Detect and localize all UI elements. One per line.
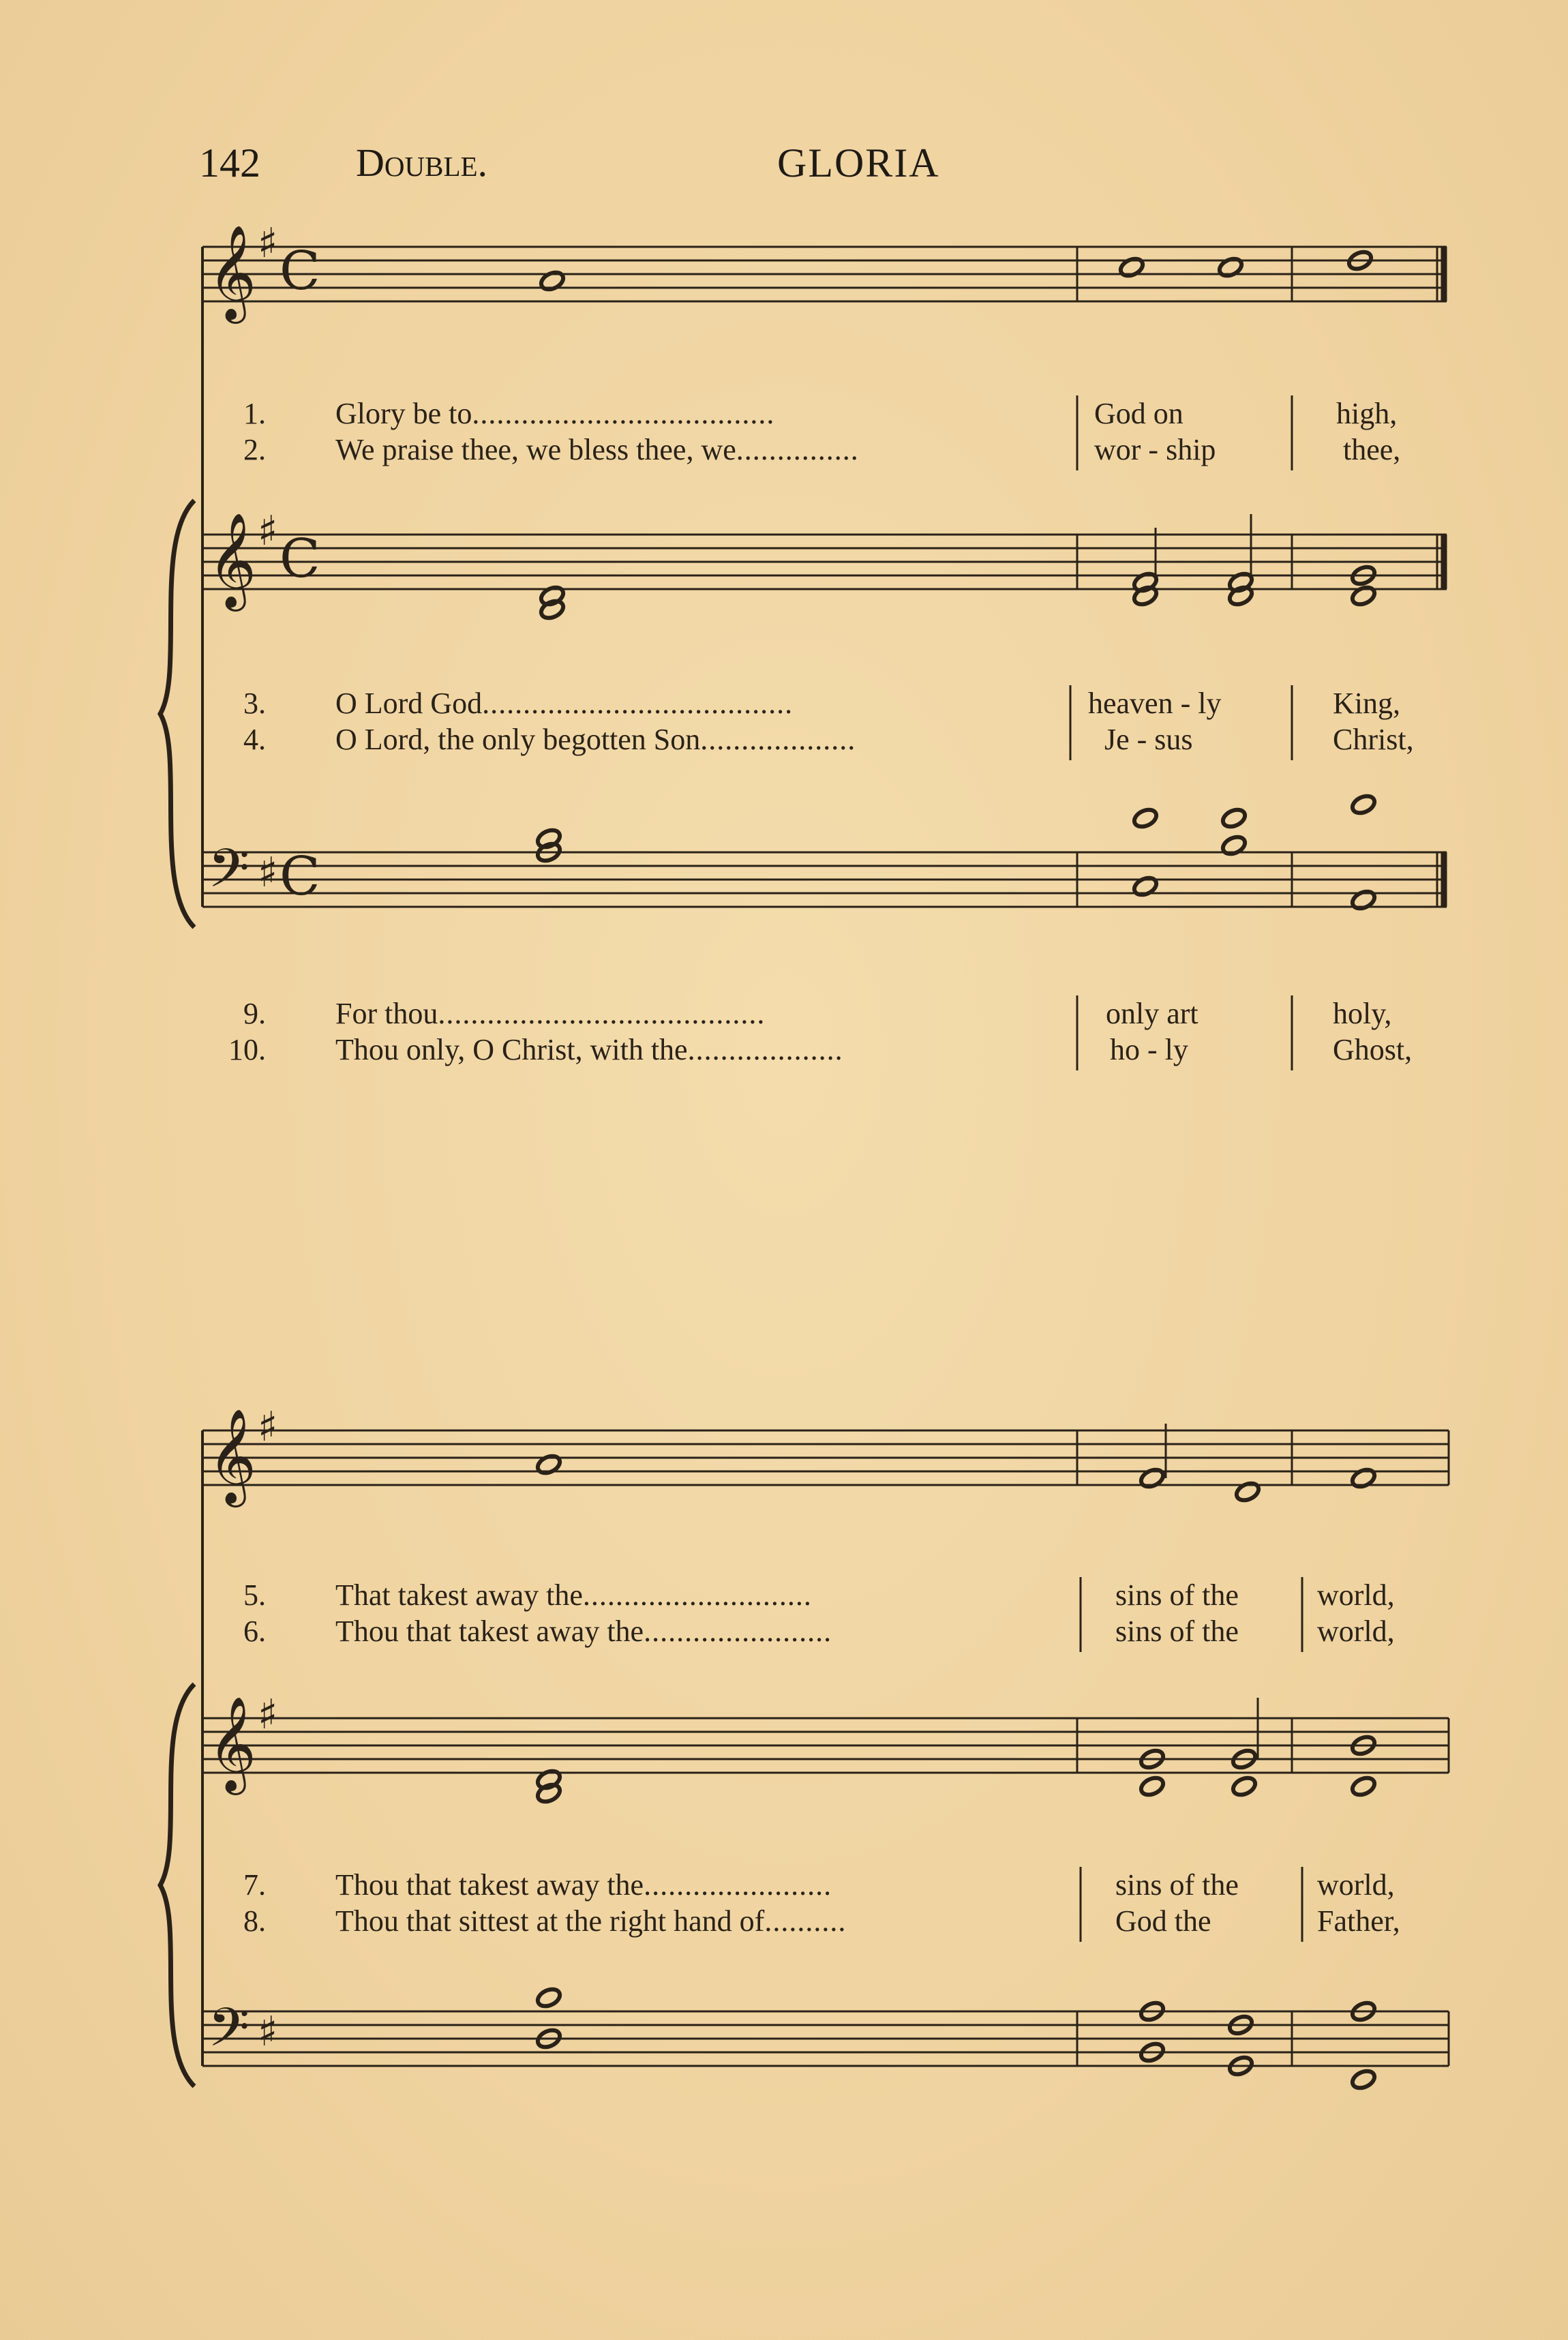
section-label: Double. xyxy=(356,140,488,185)
brace xyxy=(160,500,194,927)
half-note xyxy=(535,1986,562,2009)
page-title: GLORIA xyxy=(777,140,940,185)
half-note xyxy=(1234,1480,1261,1503)
verse-text: We praise thee, we bless thee, we............... xyxy=(335,433,859,466)
half-note xyxy=(1139,1467,1166,1490)
half-note xyxy=(1132,807,1159,830)
verse-number: 3. xyxy=(243,687,266,720)
treble-clef-icon: 𝄞 xyxy=(208,1696,256,1791)
half-note xyxy=(1220,834,1248,857)
verse-measure-1: sins of the xyxy=(1115,1868,1239,1902)
verse-text: Thou only, O Christ, with the................... xyxy=(335,1033,843,1066)
half-note xyxy=(1350,1775,1377,1798)
half-note xyxy=(1350,2068,1377,2091)
verse-measure-2: world, xyxy=(1317,1615,1395,1648)
brace xyxy=(160,1684,194,2086)
common-time-icon: C xyxy=(280,241,320,302)
treble-clef-icon: 𝄞 xyxy=(208,513,256,608)
verse-text: O Lord God...................................... xyxy=(335,687,794,720)
verse-measure-1: God the xyxy=(1115,1904,1211,1938)
verse-measure-2: Christ, xyxy=(1333,723,1414,756)
verse-number: 5. xyxy=(243,1578,266,1612)
sharp-icon: ♯ xyxy=(258,507,278,555)
half-note xyxy=(1231,1775,1258,1798)
verse-text: For thou........................................ xyxy=(335,997,766,1030)
half-note xyxy=(1139,1775,1166,1798)
verse-measure-1: heaven - ly xyxy=(1088,687,1222,720)
verse-text: Thou that takest away the....................... xyxy=(335,1868,832,1902)
treble-clef-icon: 𝄞 xyxy=(208,225,256,320)
verse-measure-2: world, xyxy=(1317,1868,1395,1902)
verse-number: 10. xyxy=(228,1033,266,1066)
half-note xyxy=(1350,584,1377,608)
common-time-icon: C xyxy=(280,528,320,590)
verse-number: 9. xyxy=(243,997,266,1030)
verse-text: Thou that sittest at the right hand of.......... xyxy=(335,1904,847,1938)
verse-measure-2: holy, xyxy=(1333,997,1392,1030)
sharp-icon: ♯ xyxy=(258,2008,278,2056)
sharp-icon: ♯ xyxy=(258,1403,278,1451)
verse-text: That takest away the............................ xyxy=(335,1578,812,1612)
verse-measure-1: wor - ship xyxy=(1094,433,1216,466)
half-note xyxy=(1350,1467,1377,1490)
verse-measure-1: Je - sus xyxy=(1104,723,1193,756)
half-note xyxy=(1118,256,1145,279)
sharp-icon: ♯ xyxy=(258,1691,278,1739)
verse-measure-2: thee, xyxy=(1343,433,1401,466)
verse-measure-2: Father, xyxy=(1317,1904,1400,1938)
bass-clef-icon: 𝄢 xyxy=(208,838,250,913)
half-note xyxy=(1220,807,1248,830)
sharp-icon: ♯ xyxy=(258,220,278,267)
verse-number: 8. xyxy=(243,1904,266,1938)
page-number: 142 xyxy=(199,140,260,185)
verse-text: O Lord, the only begotten Son................... xyxy=(335,723,856,756)
verse-measure-2: Ghost, xyxy=(1333,1033,1413,1066)
common-time-icon: C xyxy=(280,846,320,907)
half-note xyxy=(535,1453,562,1476)
verse-measure-1: only art xyxy=(1106,997,1198,1030)
half-note xyxy=(1350,793,1377,816)
verse-measure-1: sins of the xyxy=(1115,1615,1239,1648)
half-note xyxy=(1350,888,1377,912)
verse-measure-1: ho - ly xyxy=(1110,1033,1188,1066)
verse-number: 6. xyxy=(243,1615,266,1648)
verse-measure-2: world, xyxy=(1317,1578,1395,1612)
verse-number: 1. xyxy=(243,397,266,430)
verse-measure-2: high, xyxy=(1336,397,1398,430)
verse-number: 2. xyxy=(243,433,266,466)
verse-measure-1: God on xyxy=(1094,397,1183,430)
verse-number: 7. xyxy=(243,1868,266,1902)
sharp-icon: ♯ xyxy=(258,849,278,897)
treble-clef-icon: 𝄞 xyxy=(208,1409,256,1503)
verse-measure-2: King, xyxy=(1333,687,1400,720)
half-note xyxy=(1217,256,1244,279)
verse-number: 4. xyxy=(243,723,266,756)
verse-measure-1: sins of the xyxy=(1115,1578,1239,1612)
verse-text: Glory be to..................................... xyxy=(335,397,775,430)
bass-clef-icon: 𝄢 xyxy=(208,1997,250,2072)
half-note xyxy=(539,269,566,292)
verse-text: Thou that takest away the....................... xyxy=(335,1615,832,1648)
half-note xyxy=(1132,875,1159,898)
